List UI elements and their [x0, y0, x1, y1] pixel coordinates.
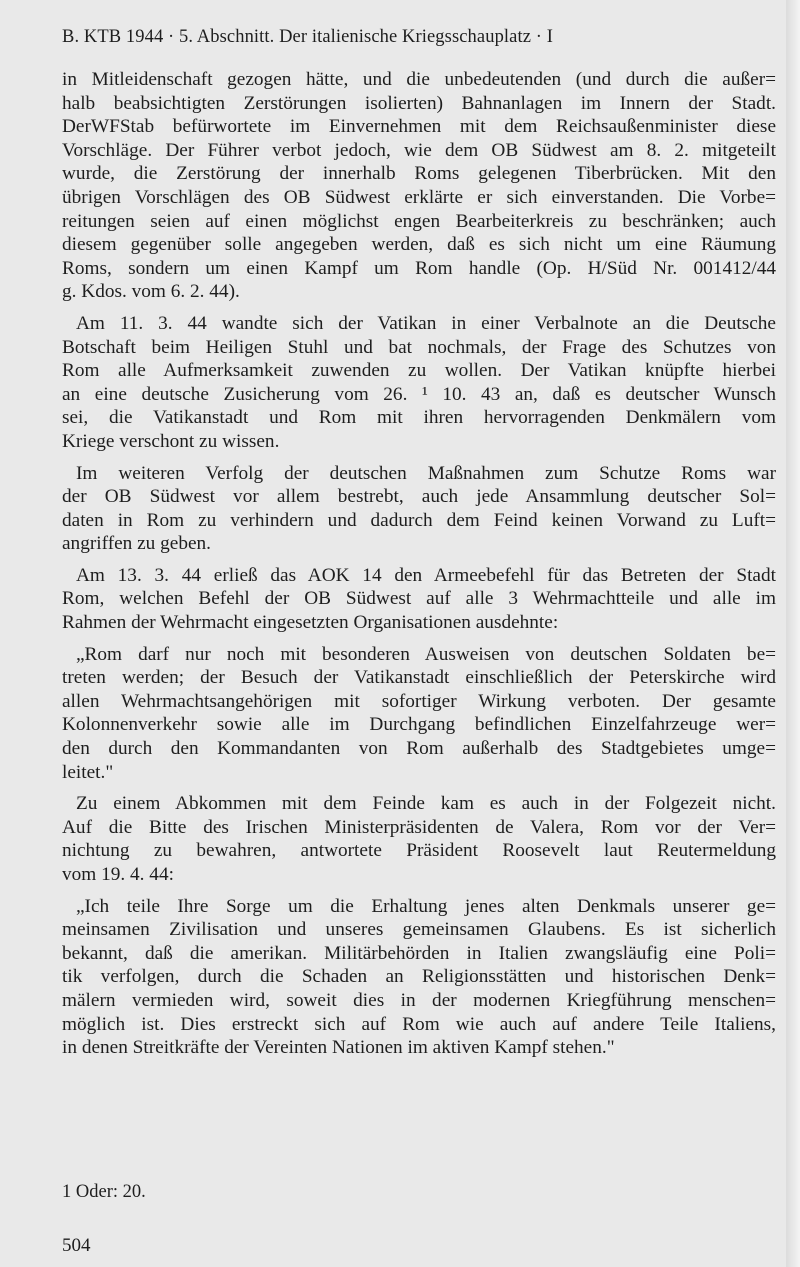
text-line: angriffen zu geben.: [62, 533, 212, 555]
text-line: Rahmen der Wehrmacht eingesetzten Organisationen ausdehnte:: [62, 612, 559, 634]
page-number: 504: [62, 1235, 91, 1256]
paragraph: [62, 462, 776, 556]
text-line: Roms, sondern um einen Kampf um Rom handle (Op. H/Süd Nr. 001412/44: [62, 257, 776, 279]
text-line: meinsamen Zivilisation und unseres gemeinsamen Glaubens. Es ist sicherlich: [62, 919, 776, 941]
text-line: bekannt, daß die amerikan. Militärbehörden in Italien zwangsläufig eine Poli=: [62, 942, 776, 964]
text-line: g. Kdos. vom 6. 2. 44).: [62, 281, 240, 303]
text-line: mälern vermieden wird, soweit dies in der modernen Kriegführung menschen=: [62, 989, 776, 1011]
text-line: übrigen Vorschlägen des OB Südwest erklärte er sich einverstanden. Die Vorbe=: [62, 186, 776, 208]
text-line: Im weiteren Verfolg der deutschen Maßnahmen zum Schutze Roms war: [76, 462, 776, 484]
text-line: halb beabsichtigten Zerstörungen isolierten) Bahnanlagen im Innern der Stadt.: [62, 92, 776, 114]
text-line: Vorschläge. Der Führer verbot jedoch, wie dem OB Südwest am 8. 2. mitgeteilt: [62, 139, 776, 161]
paragraph: [62, 895, 776, 1060]
footnote: 1 Oder: 20.: [62, 1182, 146, 1202]
text-line: nichtung zu bewahren, antwortete Präsident Roosevelt laut Reutermeldung: [62, 840, 776, 862]
text-line: reitungen seien auf einen möglichst engen Bearbeiterkreis zu beschränken; auch: [62, 210, 776, 232]
text-line: Auf die Bitte des Irischen Ministerpräsidenten de Valera, Rom vor der Ver=: [62, 816, 776, 838]
text-line: Kriege verschont zu wissen.: [62, 430, 280, 452]
text-line: Zu einem Abkommen mit dem Feinde kam es auch in der Folgezeit nicht.: [76, 793, 776, 815]
paragraph: [62, 643, 776, 785]
text-line: „Rom darf nur noch mit besonderen Ausweisen von deutschen Soldaten be=: [76, 643, 776, 665]
text-line: Kolonnenverkehr sowie alle im Durchgang befindlichen Einzelfahrzeuge wer=: [62, 714, 776, 736]
text-line: Am 11. 3. 44 wandte sich der Vatikan in einer Verbalnote an die Deutsche: [76, 312, 776, 334]
text-line: der OB Südwest vor allem bestrebt, auch jede Ansammlung deutscher Sol=: [62, 486, 776, 508]
text-line: Rom, welchen Befehl der OB Südwest auf alle 3 Wehrmachtteile und alle im: [62, 588, 776, 610]
page-body: [62, 68, 776, 1060]
text-line: den durch den Kommandanten von Rom außerhalb des Stadtgebietes umge=: [62, 738, 776, 760]
text-line: tik verfolgen, durch die Schaden an Religionsstätten und historischen Denk=: [62, 966, 776, 988]
text-line: DerWFStab befürwortete im Einvernehmen mit dem Reichsaußenminister diese: [62, 116, 776, 138]
text-line: in Mitleidenschaft gezogen hätte, und die unbedeutenden (und durch die außer=: [62, 69, 776, 90]
text-line: Am 13. 3. 44 erließ das AOK 14 den Armeebefehl für das Betreten der Stadt: [76, 564, 776, 586]
text-line: daten in Rom zu verhindern und dadurch dem Feind keinen Vorwand zu Luft=: [62, 509, 776, 531]
text-line: „Ich teile Ihre Sorge um die Erhaltung jenes alten Denkmals unserer ge=: [76, 895, 776, 917]
text-line: an eine deutsche Zusicherung vom 26. ¹ 10. 43 an, daß es deutscher Wunsch: [62, 383, 776, 405]
paragraph: [62, 68, 776, 304]
paragraph: [62, 312, 776, 454]
text-line: wurde, die Zerstörung der innerhalb Roms gelegenen Tiberbrücken. Mit den: [62, 163, 776, 185]
text-line: allen Wehrmachtsangehörigen mit sofortiger Wirkung verboten. Der gesamte: [62, 690, 776, 712]
text-line: treten werden; der Besuch der Vatikanstadt einschließlich der Peterskirche wird: [62, 667, 776, 689]
text-line: leitet.": [62, 761, 114, 783]
text-line: möglich ist. Dies erstreckt sich auf Rom wie auch auf andere Teile Italiens,: [62, 1013, 776, 1035]
text-line: diesem gegenüber solle angegeben werden, daß es sich nicht um eine Räumung: [62, 234, 776, 256]
text-line: vom 19. 4. 44:: [62, 864, 174, 885]
page-edge: [786, 0, 800, 1267]
text-line: Rom alle Aufmerksamkeit zuwenden zu wollen. Der Vatikan knüpfte hierbei: [62, 360, 776, 382]
text-line: in denen Streitkräfte der Vereinten Nationen im aktiven Kampf stehen.": [62, 1037, 615, 1059]
running-header: B. KTB 1944 · 5. Abschnitt. Der italienische Kriegsschauplatz · I: [62, 27, 553, 47]
paragraph: [62, 564, 776, 635]
text-line: Botschaft beim Heiligen Stuhl und bat nochmals, der Frage des Schutzes von: [62, 336, 776, 358]
text-line: sei, die Vatikanstadt und Rom mit ihren hervorragenden Denkmälern vom: [62, 407, 776, 429]
paragraph: [62, 792, 776, 886]
